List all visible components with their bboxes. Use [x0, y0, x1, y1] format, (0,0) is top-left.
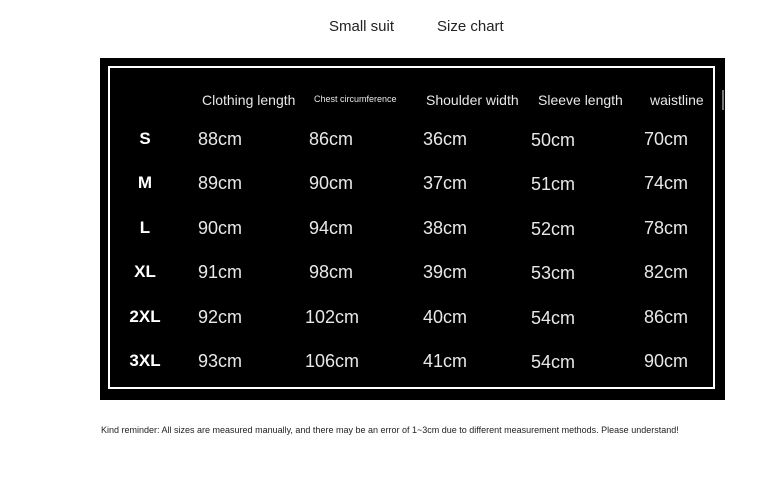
- cell-clothing-length: 93cm: [198, 351, 243, 371]
- cell-sleeve: 54cm: [531, 352, 576, 372]
- cell-sleeve: 53cm: [531, 263, 576, 283]
- cell-shoulder: 41cm: [423, 351, 468, 371]
- table-frame: [108, 66, 715, 389]
- cell-waistline: 74cm: [644, 173, 689, 193]
- cell-chest: 102cm: [305, 307, 360, 327]
- cell-clothing-length: 88cm: [198, 129, 243, 149]
- cell-chest: 90cm: [309, 173, 354, 193]
- cell-clothing-length: 92cm: [198, 307, 243, 327]
- header-sleeve-length: Sleeve length: [538, 92, 623, 108]
- header-shoulder-width: Shoulder width: [426, 92, 519, 108]
- cell-waistline: 82cm: [644, 262, 689, 282]
- cell-shoulder: 40cm: [423, 307, 468, 327]
- cell-shoulder: 36cm: [423, 129, 468, 149]
- size-label: L: [139, 218, 151, 237]
- size-label: XL: [134, 262, 156, 281]
- cell-shoulder: 38cm: [423, 218, 468, 238]
- cell-chest: 106cm: [305, 351, 360, 371]
- cell-shoulder: 39cm: [423, 262, 468, 282]
- cell-waistline: 86cm: [644, 307, 689, 327]
- cell-sleeve: 50cm: [531, 130, 576, 150]
- size-label: S: [139, 129, 151, 148]
- size-label: 3XL: [129, 351, 161, 370]
- header-waistline: waistline: [650, 92, 704, 108]
- chart-title: Size chart: [437, 18, 504, 35]
- header-chest-circumference: Chest circumference: [314, 94, 397, 104]
- header-clothing-length: Clothing length: [202, 92, 296, 108]
- cell-chest: 98cm: [309, 262, 354, 282]
- kind-reminder-note: Kind reminder: All sizes are measured manually, and there may be an error of 1~3cm due to different measurement methods. Please understand!: [101, 425, 679, 435]
- size-label: M: [137, 173, 153, 192]
- size-chart-table: [100, 58, 725, 400]
- cell-clothing-length: 90cm: [198, 218, 243, 238]
- cell-chest: 86cm: [309, 129, 354, 149]
- cell-sleeve: 52cm: [531, 219, 576, 239]
- cell-clothing-length: 89cm: [198, 173, 243, 193]
- cell-chest: 94cm: [309, 218, 354, 238]
- cell-waistline: 70cm: [644, 129, 689, 149]
- cell-sleeve: 54cm: [531, 308, 576, 328]
- title-row: [0, 18, 778, 38]
- cell-waistline: 78cm: [644, 218, 689, 238]
- product-name: Small suit: [329, 18, 395, 35]
- header-divider: [722, 90, 724, 110]
- cell-shoulder: 37cm: [423, 173, 468, 193]
- cell-clothing-length: 91cm: [198, 262, 243, 282]
- cell-sleeve: 51cm: [531, 174, 576, 194]
- cell-waistline: 90cm: [644, 351, 689, 371]
- size-label: 2XL: [129, 307, 161, 326]
